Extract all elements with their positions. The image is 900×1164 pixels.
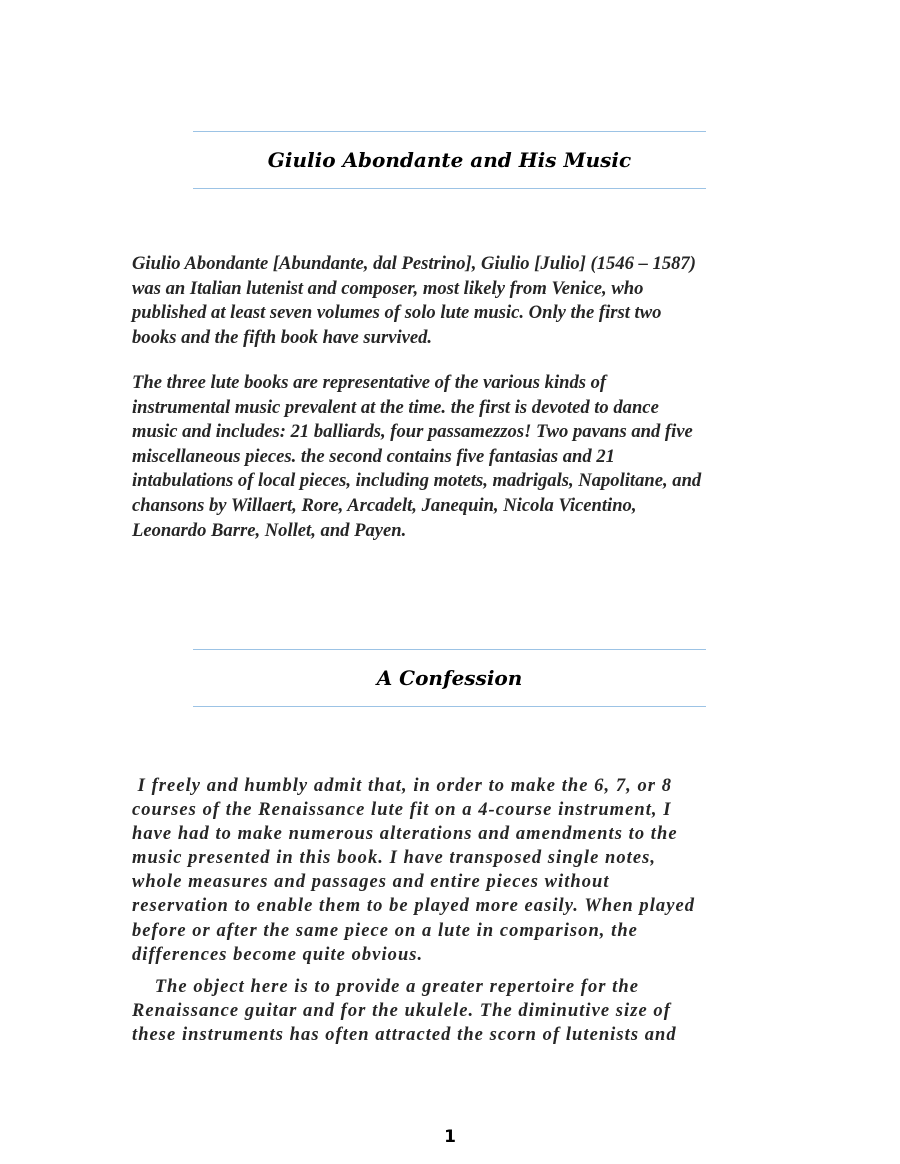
text-line: have had to make numerous alterations and amendments to the	[132, 824, 678, 845]
text-line: reservation to enable them to be played more easily. When played	[132, 896, 696, 917]
text-line: before or after the same piece on a lute in comparison, the	[132, 920, 638, 941]
text-line: courses of the Renaissance lute fit on a 4-course instrument, I	[132, 800, 672, 821]
text-line: whole measures and passages and entire pieces without	[132, 872, 610, 893]
text-line: was an Italian lutenist and composer, most likely from Venice, who	[132, 277, 644, 299]
paragraph	[132, 371, 772, 543]
text-line: books and the fifth book have survived.	[132, 326, 433, 348]
text-line: these instruments has often attracted the scorn of lutenists and	[132, 1025, 677, 1046]
section-title: Giulio Abondante and His Music	[267, 148, 632, 172]
paragraph	[132, 774, 782, 967]
text-line: instrumental music prevalent at the time. the first is devoted to dance	[132, 396, 659, 418]
text-line: The three lute books are representative of the various kinds of	[132, 372, 607, 393]
paragraph	[132, 975, 782, 1047]
text-line: The object here is to provide a greater repertoire for the	[132, 977, 639, 997]
text-line: Renaissance guitar and for the ukulele. The diminutive size of	[132, 1001, 671, 1022]
paragraph	[132, 252, 772, 350]
text-line: published at least seven volumes of solo lute music. Only the first two	[132, 302, 662, 324]
text-line: chansons by Willaert, Rore, Arcadelt, Janequin, Nicola Vicentino,	[132, 494, 637, 516]
section-title: A Confession	[376, 666, 523, 690]
text-line: Leonardo Barre, Nollet, and Payen.	[132, 519, 407, 541]
text-line: miscellaneous pieces. the second contains five fantasias and 21	[132, 445, 615, 467]
text-line: differences become quite obvious.	[132, 944, 424, 965]
section-title-block	[193, 131, 706, 189]
text-line: intabulations of local pieces, including motets, madrigals, Napolitane, and	[132, 470, 702, 492]
page-number: 1	[444, 1127, 456, 1147]
text-line: music and includes: 21 balliards, four passamezzos! Two pavans and five	[132, 421, 693, 443]
section-title-block	[193, 649, 706, 707]
text-line: music presented in this book. I have transposed single notes,	[132, 848, 657, 869]
text-line: Giulio Abondante [Abundante, dal Pestrino], Giulio [Julio] (1546 – 1587)	[132, 253, 696, 274]
text-line: I freely and humbly admit that, in order to make the 6, 7, or 8	[132, 776, 672, 796]
